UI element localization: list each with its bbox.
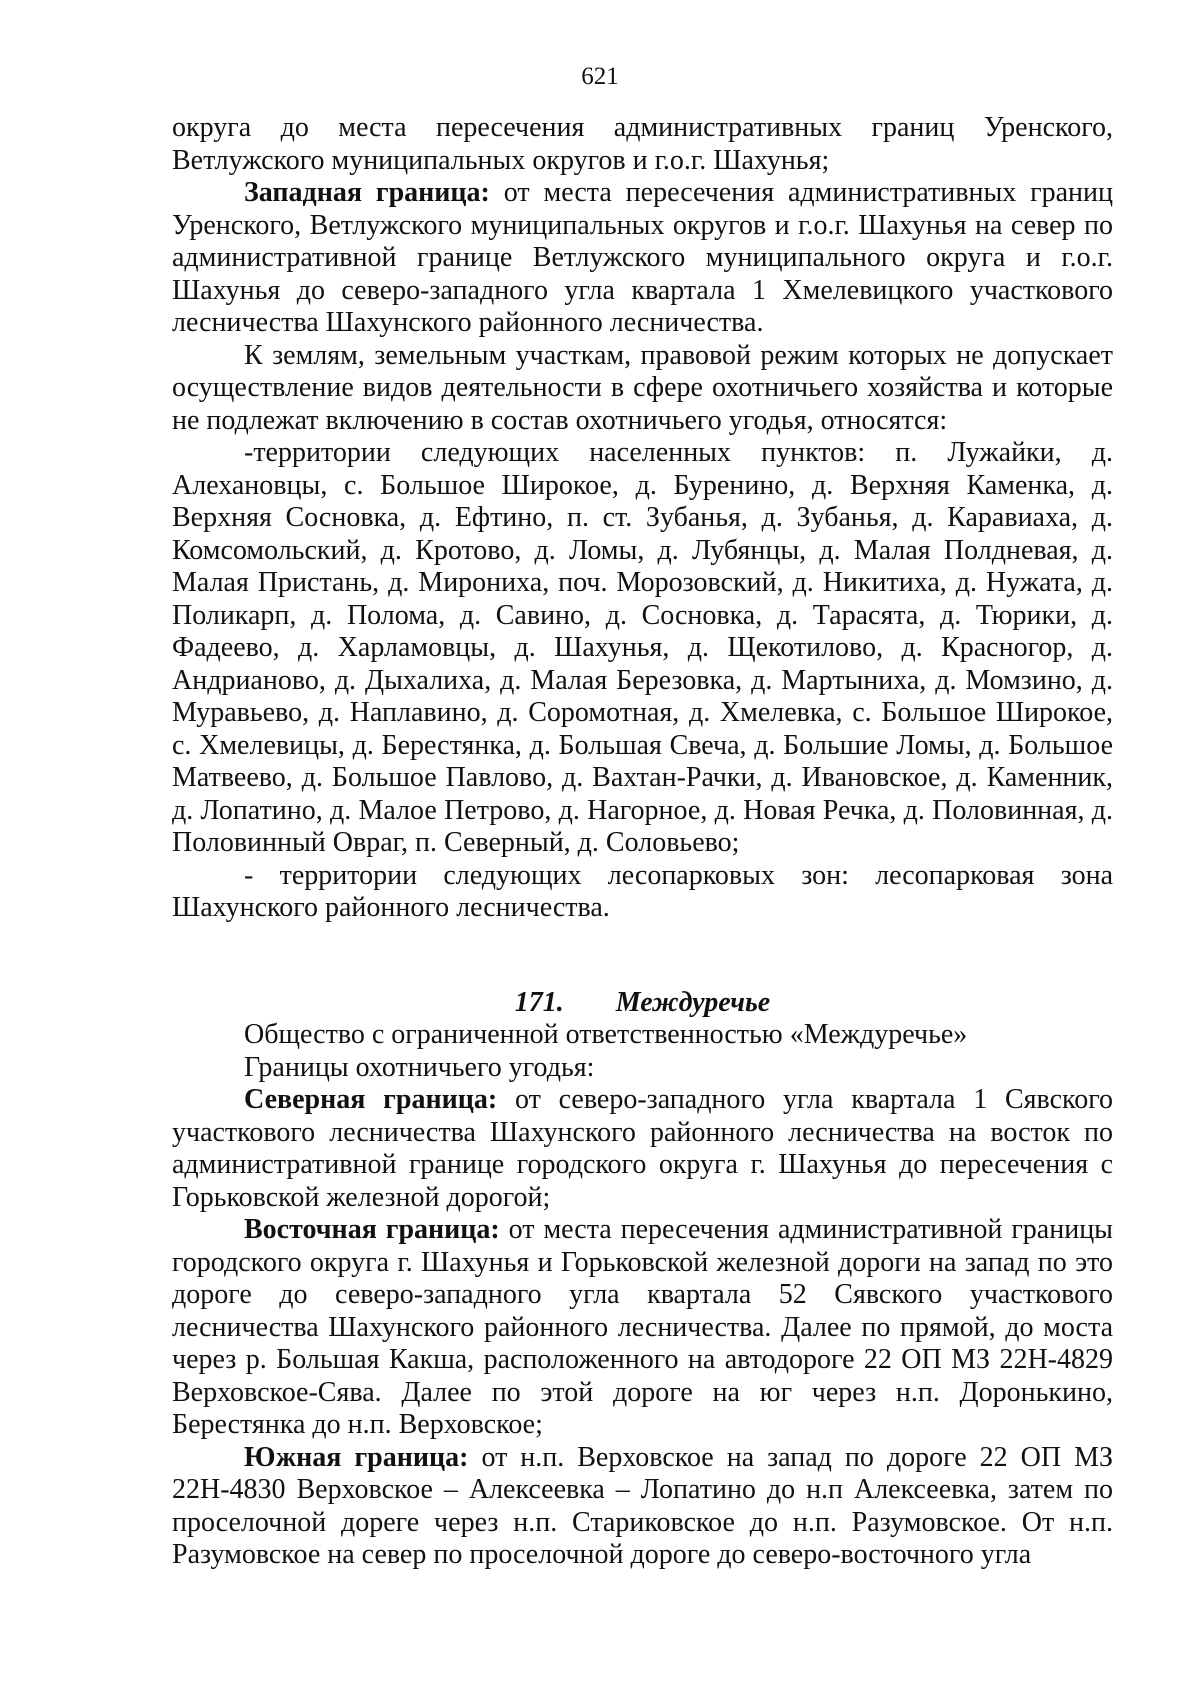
section-heading <box>172 987 1113 1020</box>
paragraph-lands-intro: К землям, земельным участкам, правовой режим которых не допускает осуществление видов деятельности в сфере охотничьего хозяйства и которые не подлежат включению в состав охотничьего угодья, относятся: <box>172 339 1113 436</box>
paragraph-organization: Общество с ограниченной ответственностью «Междуречье» <box>244 1019 968 1050</box>
paragraph-settlements: -территории следующих населенных пунктов: п. Лужайки, д. Алехановцы, с. Большое Широкое, д. Буренино, д. Верхняя Каменка, д. Верхняя Сосновка, д. Ефтино, п. ст. Зубанья, д. Зубанья, д. Каравиаха, д. Комсомольский, д. Кротово, д. Ломы, д. Лубянцы, д. Малая Полдневая, д. Малая Пристань, д. Мирониха, поч. Морозовский, д. Никитиха, д. Нужата, д. Поликарп, д. Полома, д. Савино, д. Сосновка, д. Тарасята, д. Тюрики, д. Фадеево, д. Харламовцы, д. Шахунья, д. Щекотилово, д. Красногор, д. Андрианово, д. Дыхалиха, д. Малая Березовка, д. Мартыниха, д. Момзино, д. Муравьево, д. Наплавино, д. Соромотная, д. Хмелевка, с. Большое Широкое, с. Хмелевицы, д. Берестянка, д. Большая Свеча, д. Большие Ломы, д. Большое Матвеево, д. Большое Павлово, д. Вахтан-Рачки, д. Ивановское, д. Каменник, д. Лопатино, д. Малое Петрово, д. Нагорное, д. Новая Речка, д. Половинная, д. Половинный Овраг, п. Северный, д. Соловьево; <box>172 437 1113 858</box>
page-number: 621 <box>581 63 619 90</box>
west-boundary-label: Западная граница: <box>244 177 490 208</box>
paragraph-north-boundary <box>172 1084 1113 1214</box>
section-title: Междуречье <box>615 986 771 1018</box>
paragraph-south-boundary <box>172 1442 1113 1572</box>
east-boundary-text: от места пересечения административной границы городского округа г. Шахунья и Горьковской железной дороги на запад по это дороге до северо-западного угла квартала 52 Сявского участкового лесничества Шахунского районного лесничества. Далее по прямой, до моста через р. Большая Какша, расположенного на автодороге 22 ОП МЗ 22Н-4829 Верховское-Сява. Далее по этой дороге на юг через н.п. Доронькино, Берестянка до н.п. Верховское; <box>172 1214 1113 1440</box>
north-boundary-label: Северная граница: <box>244 1084 498 1115</box>
south-boundary-label: Южная граница: <box>244 1441 469 1473</box>
paragraph-continuation: округа до места пересечения административных границ Уренского, Ветлужского муниципальных округов и г.о.г. Шахунья; <box>172 112 1113 176</box>
south-boundary-text: от н.п. Верховское на запад по дороге 22 ОП МЗ 22Н-4830 Верховское – Алексеевка – Лопатино до н.п Алексеевка, затем по проселочной дореге через н.п. Стариковское до н.п. Разумовское. От н.п. Разумовское на север по проселочной дороге до северо-восточного угла <box>172 1441 1113 1570</box>
paragraph-west-boundary <box>172 177 1113 340</box>
document-body <box>172 112 1113 1572</box>
north-boundary-text: от северо-западного угла квартала 1 Сявского участкового лесничества Шахунского районного лесничества на восток по административной границе городского округа г. Шахунья до пересечения с Горьковской железной дорогой; <box>172 1084 1114 1213</box>
section-number: 171. <box>514 986 564 1018</box>
paragraph-forest-parks: - территории следующих лесопарковых зон: лесопарковая зона Шахунского районного лесничества. <box>172 859 1113 923</box>
paragraph-east-boundary <box>172 1214 1113 1442</box>
east-boundary-label: Восточная граница: <box>244 1214 500 1245</box>
paragraph-boundaries-heading: Границы охотничьего угодья: <box>244 1051 595 1083</box>
west-boundary-text: от места пересечения административных границ Уренского, Ветлужского муниципальных округов и г.о.г. Шахунья на север по административной границе Ветлужского муниципального округа и г.о.г. Шахунья до северо-западного угла квартала 1 Хмелевицкого участкового лесничества Шахунского районного лесничества. <box>172 177 1114 338</box>
